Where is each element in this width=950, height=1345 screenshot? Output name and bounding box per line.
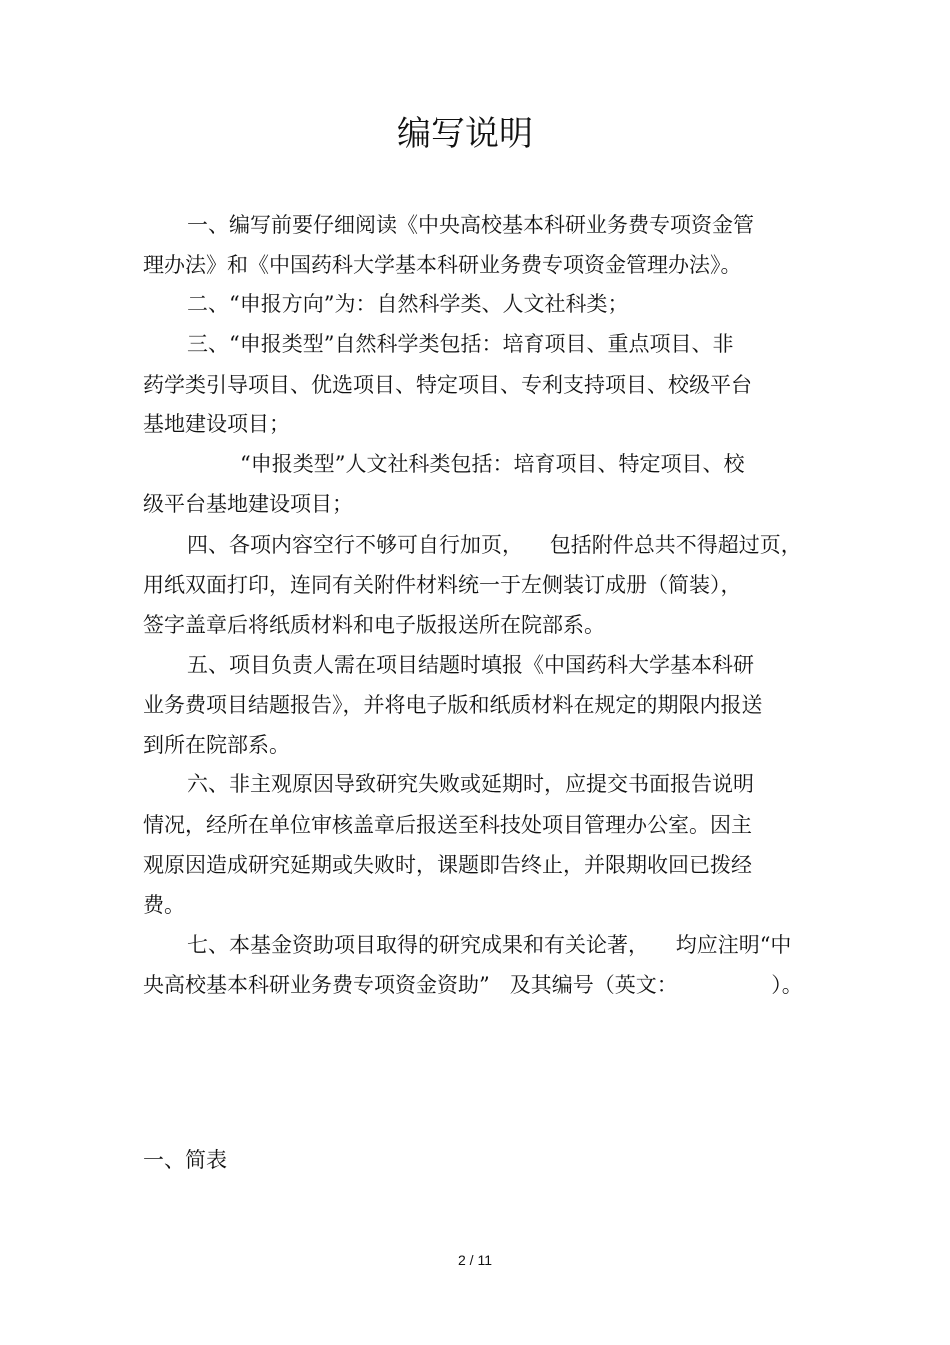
page-number: 2 / 11: [458, 1252, 492, 1268]
paragraph-line: 六、非主观原因导致研究失败或延期时，应提交书面报告说明: [187, 772, 754, 796]
paragraph-line: 一、编写前要仔细阅读《中央高校基本科研业务费专项资金管: [187, 213, 754, 237]
paragraph-line: 央高校基本科研业务费专项资金资助” 及其编号（英文： ）。: [143, 973, 803, 997]
paragraph-line: 四、各项内容空行不够可自行加页， 包括附件总共不得超过页，: [187, 533, 802, 557]
paragraph-line: 二、“申报方向”为：自然科学类、人文社科类；: [187, 292, 629, 316]
paragraph-line: 费。: [143, 893, 185, 917]
paragraph-line: 基地建设项目；: [143, 412, 290, 436]
page-title: 编写说明: [397, 114, 533, 154]
paragraph-line: 到所在院部系。: [143, 733, 290, 757]
paragraph-line: 业务费项目结题报告》，并将电子版和纸质材料在规定的期限内报送: [143, 693, 763, 717]
paragraph-line: 三、“申报类型”自然科学类包括：培育项目、重点项目、非: [187, 332, 734, 356]
paragraph-line: 情况，经所在单位审核盖章后报送至科技处项目管理办公室。因主: [143, 813, 752, 837]
paragraph-line: 五、项目负责人需在项目结题时填报《中国药科大学基本科研: [187, 653, 754, 677]
paragraph-line: 理办法》和《中国药科大学基本科研业务费专项资金管理办法》。: [143, 253, 742, 277]
paragraph-line: “申报类型”人文社科类包括：培育项目、特定项目、校: [240, 452, 745, 476]
section-heading: 一、简表: [143, 1148, 227, 1172]
paragraph-line: 观原因造成研究延期或失败时，课题即告终止，并限期收回已拨经: [143, 853, 752, 877]
paragraph-line: 级平台基地建设项目；: [143, 492, 353, 516]
paragraph-line: 药学类引导项目、优选项目、特定项目、专利支持项目、校级平台: [143, 373, 752, 397]
paragraph-line: 签字盖章后将纸质材料和电子版报送所在院部系。: [143, 613, 605, 637]
paragraph-line: 七、本基金资助项目取得的研究成果和有关论著， 均应注明“中: [187, 933, 792, 957]
paragraph-line: 用纸双面打印，连同有关附件材料统一于左侧装订成册（简装），: [143, 573, 742, 597]
